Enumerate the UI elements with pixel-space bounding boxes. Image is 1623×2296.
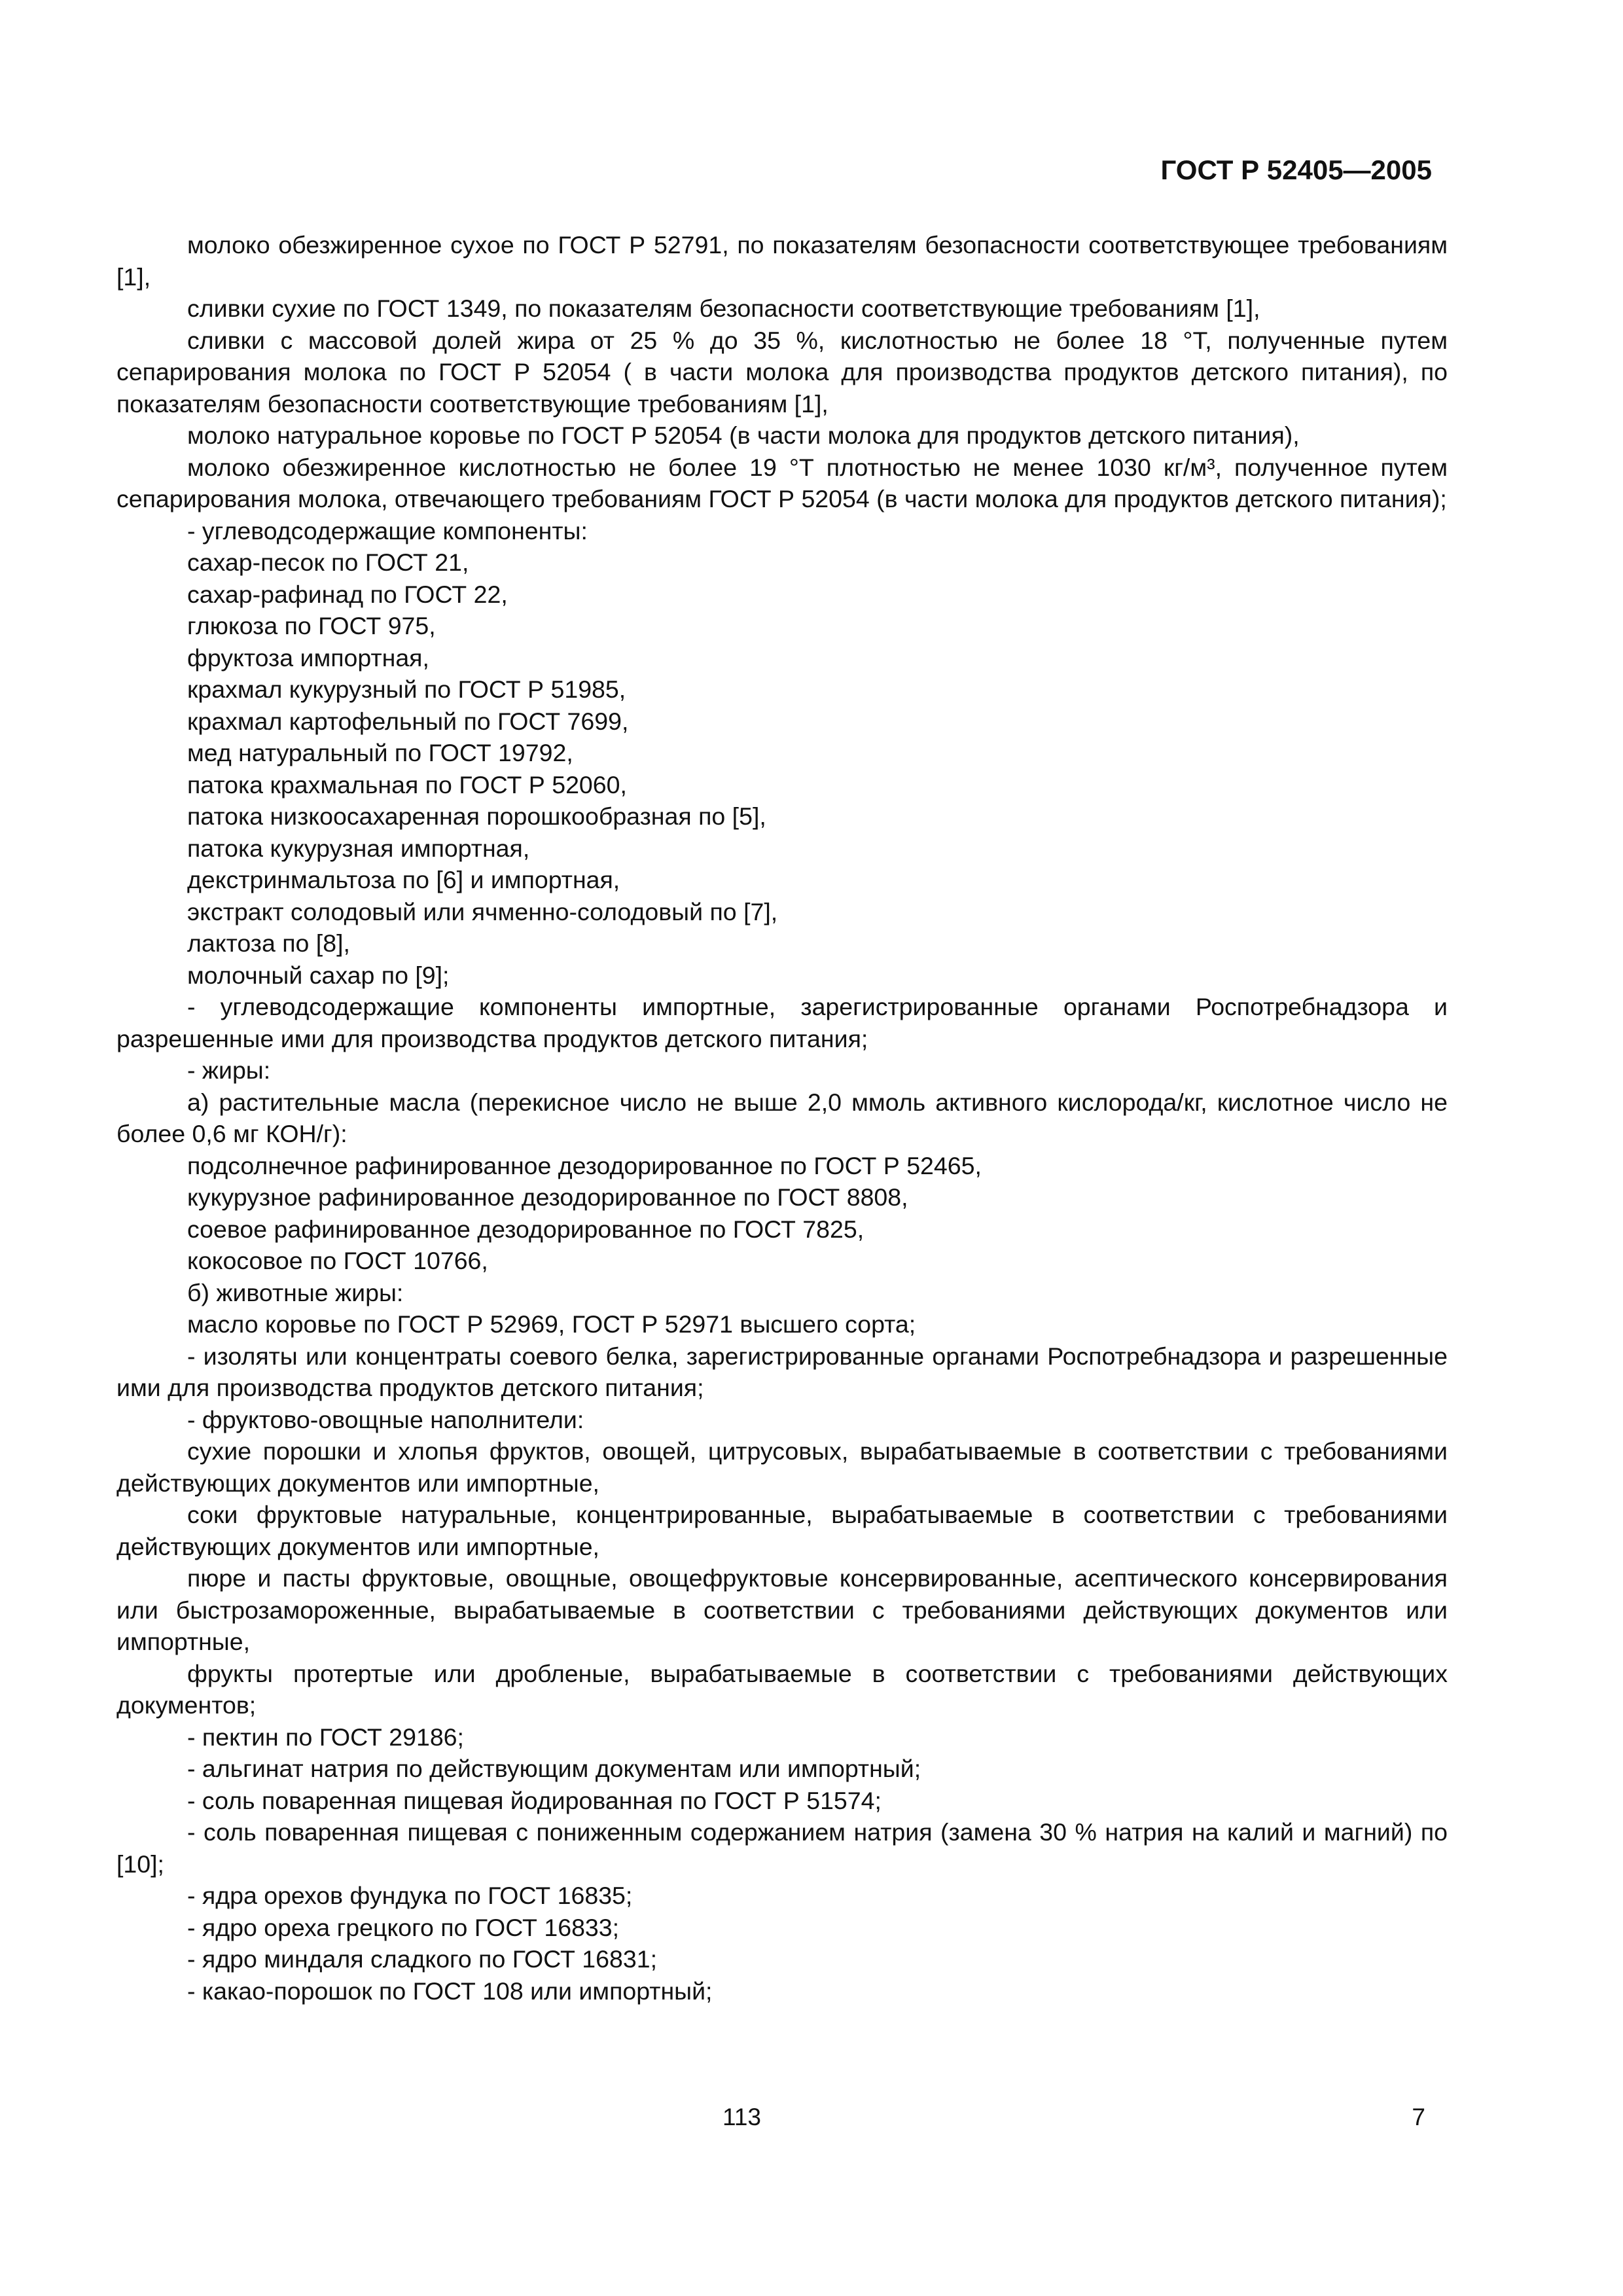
document-header: ГОСТ Р 52405—2005 (1160, 154, 1432, 185)
list-heading: - фруктово-овощные наполнители: (187, 1405, 584, 1433)
list-item: глюкоза по ГОСТ 975, (187, 612, 436, 639)
list-item: крахмал кукурузный по ГОСТ Р 51985, (187, 675, 626, 703)
paragraph: соки фруктовые натуральные, концентрированные, вырабатываемые в соответствии с требованиями действующих документов или импортные, (116, 1501, 1448, 1560)
list-heading: - жиры: (187, 1056, 271, 1084)
list-item: патока кукурузная импортная, (187, 834, 530, 862)
list-item: сахар-песок по ГОСТ 21, (187, 548, 469, 576)
list-item: патока низкоосахаренная порошкообразная по [5], (187, 802, 766, 830)
paragraph: фрукты протертые или дробленые, вырабатываемые в соответствии с требованиями действующих документов; (116, 1659, 1448, 1719)
list-item: кокосовое по ГОСТ 10766, (187, 1247, 488, 1274)
paragraph: сливки сухие по ГОСТ 1349, по показателям безопасности соответствующие требованиям [1], (187, 295, 1260, 322)
list-item: - ядро ореха грецкого по ГОСТ 16833; (187, 1913, 620, 1941)
list-heading: - углеводсодержащие компоненты: (187, 516, 588, 545)
list-item: - альгинат натрия по действующим документам или импортный; (187, 1755, 921, 1782)
paragraph: молоко натуральное коровье по ГОСТ Р 52054 (в части молока для продуктов детского питания), (187, 422, 1300, 449)
paragraph: а) растительные масла (перекисное число не выше 2,0 ммоль активного кислорода/кг, кислотное число не более 0,6 мг КОН/г): (116, 1088, 1448, 1147)
paragraph: пюре и пасты фруктовые, овощные, овощефруктовые консервированные, асептического консервирования или быстрозамороженные, вырабатываемые в соответствии с требованиями действующих документов или импортные, (116, 1564, 1448, 1655)
list-item: мед натуральный по ГОСТ 19792, (187, 739, 573, 766)
list-item: соевое рафинированное дезодорированное по ГОСТ 7825, (187, 1215, 865, 1243)
list-item: крахмал картофельный по ГОСТ 7699, (187, 707, 629, 735)
list-item: - соль поваренная пищевая йодированная по ГОСТ Р 51574; (187, 1786, 882, 1814)
list-item: декстринмальтоза по [6] и импортная, (187, 866, 620, 893)
list-item: фруктоза импортная, (187, 643, 429, 672)
list-item: лактоза по [8], (187, 929, 350, 957)
page-number: 7 (1412, 2104, 1425, 2130)
list-item: масло коровье по ГОСТ Р 52969, ГОСТ Р 52971 высшего сорта; (187, 1310, 916, 1338)
paragraph: - углеводсодержащие компоненты импортные, зарегистрированные органами Роспотребнадзора и разрешенные ими для производства продуктов детского питания; (116, 993, 1448, 1052)
list-heading: б) животные жиры: (187, 1278, 404, 1306)
paragraph: - соль поваренная пищевая с пониженным содержанием натрия (замена 30 % натрия на калий и магний) по [10]; (116, 1818, 1448, 1878)
list-item: экстракт солодовый или ячменно-солодовый по [7], (187, 897, 778, 925)
list-item: подсолнечное рафинированное дезодорированное по ГОСТ Р 52465, (187, 1151, 982, 1179)
list-item: - какао-порошок по ГОСТ 108 или импортный; (187, 1977, 713, 2005)
paragraph: сухие порошки и хлопья фруктов, овощей, цитрусовых, вырабатываемые в соответствии с требованиями действующих документов или импортные, (116, 1437, 1448, 1497)
list-item: патока крахмальная по ГОСТ Р 52060, (187, 770, 627, 798)
paragraph: - изоляты или концентраты соевого белка, зарегистрированные органами Роспотребнадзора и разрешенные ими для производства продуктов детского питания; (116, 1342, 1448, 1401)
document-body (116, 229, 1448, 2007)
list-item: - пектин по ГОСТ 29186; (187, 1723, 464, 1751)
paragraph: сливки с массовой долей жира от 25 % до 35 %, кислотностью не более 18 °Т, полученные путем сепарирования молока по ГОСТ Р 52054 ( в части молока для производства продуктов детского питания), по показателям безопасности соответствующие требованиям [1], (116, 326, 1448, 418)
list-item: - ядро миндаля сладкого по ГОСТ 16831; (187, 1945, 657, 1973)
paragraph: молоко обезжиренное кислотностью не более 19 °Т плотностью не менее 1030 кг/м³, полученное путем сепарирования молока, отвечающего требованиям ГОСТ Р 52054 (в части молока для продуктов детского питания); (116, 453, 1448, 512)
list-item: сахар-рафинад по ГОСТ 22, (187, 580, 508, 608)
paragraph: молоко обезжиренное сухое по ГОСТ Р 52791, по показателям безопасности соответствующее требованиям [1], (116, 231, 1448, 291)
footer-sequence-number: 113 (722, 2104, 761, 2130)
list-item: молочный сахар по [9]; (187, 961, 450, 989)
list-item: кукурузное рафинированное дезодорированное по ГОСТ 8808, (187, 1183, 908, 1211)
list-item: - ядра орехов фундука по ГОСТ 16835; (187, 1882, 633, 1909)
